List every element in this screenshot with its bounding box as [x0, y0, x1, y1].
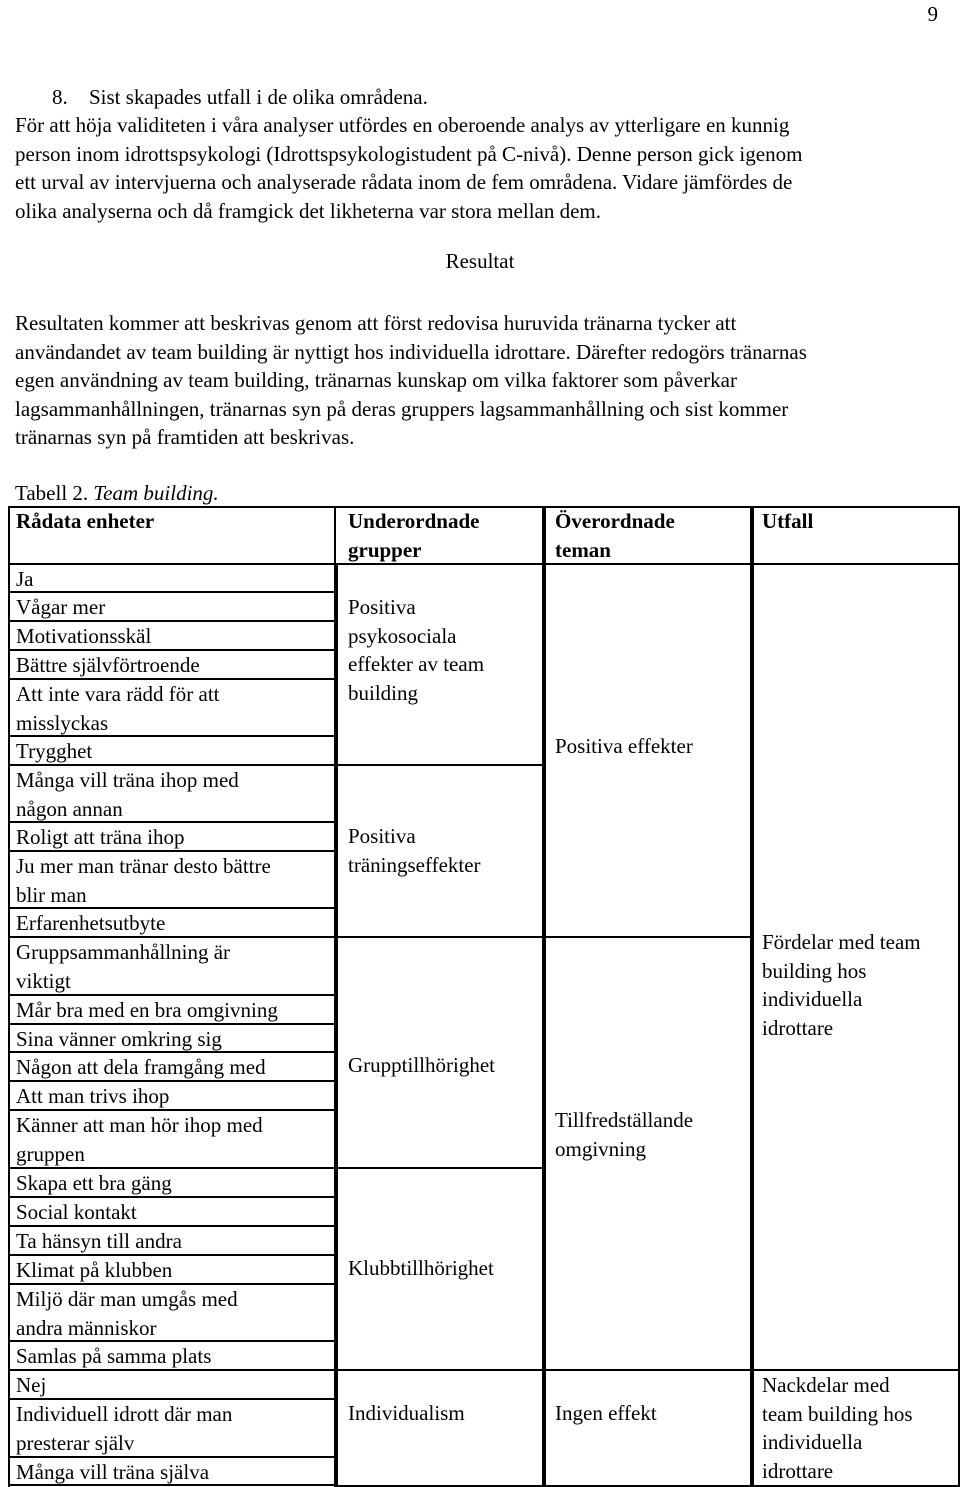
row-divider: [8, 1340, 335, 1342]
cell-line: Positiva: [348, 595, 416, 619]
raw-unit-cell: [16, 1256, 172, 1285]
cell-line: träningseffekter: [348, 852, 481, 877]
cell-line: Grupptillhörighet: [348, 1053, 495, 1077]
result-line: egen användning av team building, tränarnas kunskap om vilka faktorer som påverkar: [15, 368, 737, 393]
table-top-border: [336, 506, 958, 508]
raw-unit-cell: [16, 651, 200, 680]
table-bottom-border: [8, 1484, 335, 1486]
subgroup-divider: [336, 1369, 542, 1371]
raw-unit-cell: [16, 737, 92, 766]
cell-line: team building hos: [762, 1401, 913, 1426]
row-divider: [8, 735, 335, 737]
cell-line: Social kontakt: [16, 1200, 137, 1224]
row-divider: [8, 1023, 335, 1025]
outcome-cell: [762, 928, 921, 1042]
row-divider: [8, 907, 335, 909]
row-divider: [8, 1080, 335, 1082]
table-caption: [15, 479, 219, 508]
raw-unit-cell: [16, 1400, 232, 1457]
header-raw-units: [16, 507, 154, 536]
cell-line: grupper: [348, 537, 422, 562]
col1-left-border: [8, 506, 10, 1487]
row-divider: [8, 1254, 335, 1256]
cell-line: individuella: [762, 1430, 863, 1455]
cell-line: Någon att dela framgång med: [16, 1055, 266, 1079]
raw-unit-cell: [16, 823, 185, 852]
col3-left-border: [544, 506, 546, 1487]
cell-line: idrottare: [762, 1015, 834, 1040]
row-divider: [8, 1051, 335, 1053]
row-divider: [8, 620, 335, 622]
cell-line: Många vill träna ihop med: [16, 768, 239, 792]
subgroup-cell: [348, 1051, 495, 1080]
cell-line: Individuell idrott där man: [16, 1402, 233, 1426]
cell-line: Känner att man hör ihop med: [16, 1113, 263, 1137]
cell-line: Fördelar med team: [762, 930, 921, 954]
cell-line: Positiva: [348, 824, 416, 848]
raw-unit-cell: [16, 680, 220, 737]
caption-title: Team building.: [93, 481, 219, 505]
outcome-divider: [752, 1369, 958, 1371]
raw-unit-cell: [16, 1169, 172, 1198]
cell-line: Positiva effekter: [555, 734, 693, 758]
cell-line: Underordnade: [348, 509, 480, 533]
row-divider: [8, 1109, 335, 1111]
intro-paragraph: [15, 111, 940, 225]
row-divider: [8, 678, 335, 680]
section-heading: Resultat: [445, 249, 515, 273]
cell-line: Motivationsskäl: [16, 624, 152, 648]
caption-prefix: Tabell 2.: [15, 481, 89, 505]
subgroup-cell: [348, 1254, 494, 1283]
raw-unit-cell: [16, 1053, 266, 1082]
cell-line: Rådata enheter: [16, 509, 155, 533]
raw-unit-cell: [16, 909, 165, 938]
row-divider: [8, 1398, 335, 1400]
row-divider: [8, 1225, 335, 1227]
header-bottom-border: [752, 563, 958, 565]
row-divider: [8, 764, 335, 766]
cell-line: Erfarenhetsutbyte: [16, 911, 166, 935]
header-subgroups: [348, 507, 479, 564]
raw-unit-cell: [16, 1082, 169, 1111]
row-divider: [8, 1456, 335, 1458]
cell-line: Klubbtillhörighet: [348, 1256, 494, 1280]
cell-line: omgivning: [555, 1136, 647, 1161]
row-divider: [8, 649, 335, 651]
cell-line: effekter av team: [348, 652, 485, 677]
raw-unit-cell: [16, 593, 105, 622]
header-bottom-border: [544, 563, 750, 565]
col2-left-border: [336, 565, 338, 1487]
header-outcomes: [762, 507, 813, 536]
cell-line: presterar själv: [16, 1430, 135, 1455]
subgroup-cell: [348, 822, 481, 879]
raw-unit-cell: [16, 1458, 209, 1487]
cell-line: Trygghet: [16, 739, 93, 763]
cell-line: building: [348, 680, 419, 705]
header-bottom-border: [336, 563, 542, 565]
cell-line: Överordnade: [555, 509, 675, 533]
result-paragraph: [15, 309, 940, 452]
cell-line: Att man trivs ihop: [16, 1084, 170, 1108]
raw-unit-cell: [16, 1198, 137, 1227]
cell-line: individuella: [762, 987, 863, 1012]
row-divider: [8, 1167, 335, 1169]
raw-unit-cell: [16, 1227, 182, 1256]
subgroup-divider: [336, 936, 542, 938]
raw-unit-cell: [16, 1111, 263, 1168]
cell-line: viktigt: [16, 968, 71, 993]
cell-line: Utfall: [762, 509, 814, 533]
intro-line: ett urval av intervjuerna och analyserade rådata inom de fem områdena. Vidare jämfördes de: [15, 170, 793, 195]
theme-cell: [555, 1106, 693, 1163]
theme-cell: [555, 732, 693, 761]
cell-line: Ju mer man tränar desto bättre: [16, 854, 271, 878]
cell-line: teman: [555, 537, 611, 562]
row-divider: [8, 936, 335, 938]
list-item-number: 8.: [52, 85, 68, 109]
row-divider: [8, 1369, 335, 1371]
page-number: 9: [927, 2, 938, 26]
row-divider: [8, 821, 335, 823]
raw-unit-cell: [16, 1285, 238, 1342]
result-line: Resultaten kommer att beskrivas genom att först redovisa huruvida tränarna tycker att: [15, 311, 737, 335]
theme-divider: [544, 1369, 750, 1371]
intro-line: För att höja validiteten i våra analyser utfördes en oberoende analys av ytterligare en kunnig: [15, 113, 790, 137]
theme-cell: [555, 1399, 657, 1428]
intro-line: olika analyserna och då framgick det likheterna var stora mellan dem.: [15, 198, 602, 223]
subgroup-divider: [336, 764, 542, 766]
row-divider: [8, 1283, 335, 1285]
cell-line: Nej: [16, 1373, 47, 1397]
cell-line: Bättre självförtroende: [16, 653, 200, 677]
result-line: lagsammanhållningen, tränarnas syn på deras gruppers lagsammanhållning och sist kommer: [15, 396, 789, 421]
cell-line: Gruppsammanhållning är: [16, 940, 231, 964]
subgroup-divider: [336, 1167, 542, 1169]
cell-line: building hos: [762, 958, 867, 983]
row-divider: [8, 850, 335, 852]
cell-line: Vågar mer: [16, 595, 106, 619]
header-themes: [555, 507, 675, 564]
cell-line: Ta hänsyn till andra: [16, 1229, 182, 1253]
header-bottom-border: [8, 563, 335, 565]
raw-unit-cell: [16, 565, 34, 594]
intro-line: person inom idrottspsykologi (Idrottspsykologistudent på C-nivå). Denne person gick igenom: [15, 141, 803, 166]
raw-unit-cell: [16, 1342, 211, 1371]
cell-line: Miljö där man umgås med: [16, 1287, 238, 1311]
cell-line: Tillfredställande: [555, 1108, 694, 1132]
cell-line: idrottare: [762, 1458, 834, 1483]
subgroup-cell: [348, 1399, 465, 1428]
list-item: [52, 83, 428, 112]
cell-line: Roligt att träna ihop: [16, 825, 185, 849]
cell-line: Ja: [16, 567, 34, 591]
cell-line: Mår bra med en bra omgivning: [16, 998, 278, 1022]
raw-unit-cell: [16, 852, 271, 909]
result-line: tränarnas syn på framtiden att beskrivas.: [15, 425, 355, 450]
raw-unit-cell: [16, 1371, 46, 1400]
cell-line: någon annan: [16, 796, 123, 821]
cell-line: Nackdelar med: [762, 1373, 890, 1397]
cell-line: Klimat på klubben: [16, 1258, 173, 1282]
cell-line: andra människor: [16, 1315, 157, 1340]
cell-line: psykosociala: [348, 623, 457, 648]
raw-unit-cell: [16, 996, 278, 1025]
raw-unit-cell: [16, 766, 239, 823]
cell-line: Att inte vara rädd för att: [16, 682, 220, 706]
row-divider: [8, 591, 335, 593]
cell-line: blir man: [16, 882, 87, 907]
cell-line: Skapa ett bra gäng: [16, 1171, 172, 1195]
cell-line: Ingen effekt: [555, 1401, 657, 1425]
cell-line: Många vill träna själva: [16, 1460, 210, 1484]
result-line: användandet av team building är nyttigt hos individuella idrottare. Därefter redogörs tränarnas: [15, 339, 807, 364]
subgroup-cell: [348, 593, 484, 707]
raw-unit-cell: [16, 1025, 222, 1054]
cell-line: Samlas på samma plats: [16, 1344, 212, 1368]
outcome-cell: [762, 1371, 913, 1485]
cell-line: Sina vänner omkring sig: [16, 1027, 222, 1051]
row-divider: [8, 994, 335, 996]
cell-line: Individualism: [348, 1401, 465, 1425]
list-item-text: Sist skapades utfall i de olika områdena.: [89, 85, 428, 109]
theme-divider: [544, 936, 750, 938]
raw-unit-cell: [16, 622, 151, 651]
raw-unit-cell: [16, 938, 230, 995]
col4-left-border: [752, 506, 754, 1487]
cell-line: gruppen: [16, 1141, 85, 1166]
cell-line: misslyckas: [16, 710, 109, 735]
row-divider: [8, 1196, 335, 1198]
